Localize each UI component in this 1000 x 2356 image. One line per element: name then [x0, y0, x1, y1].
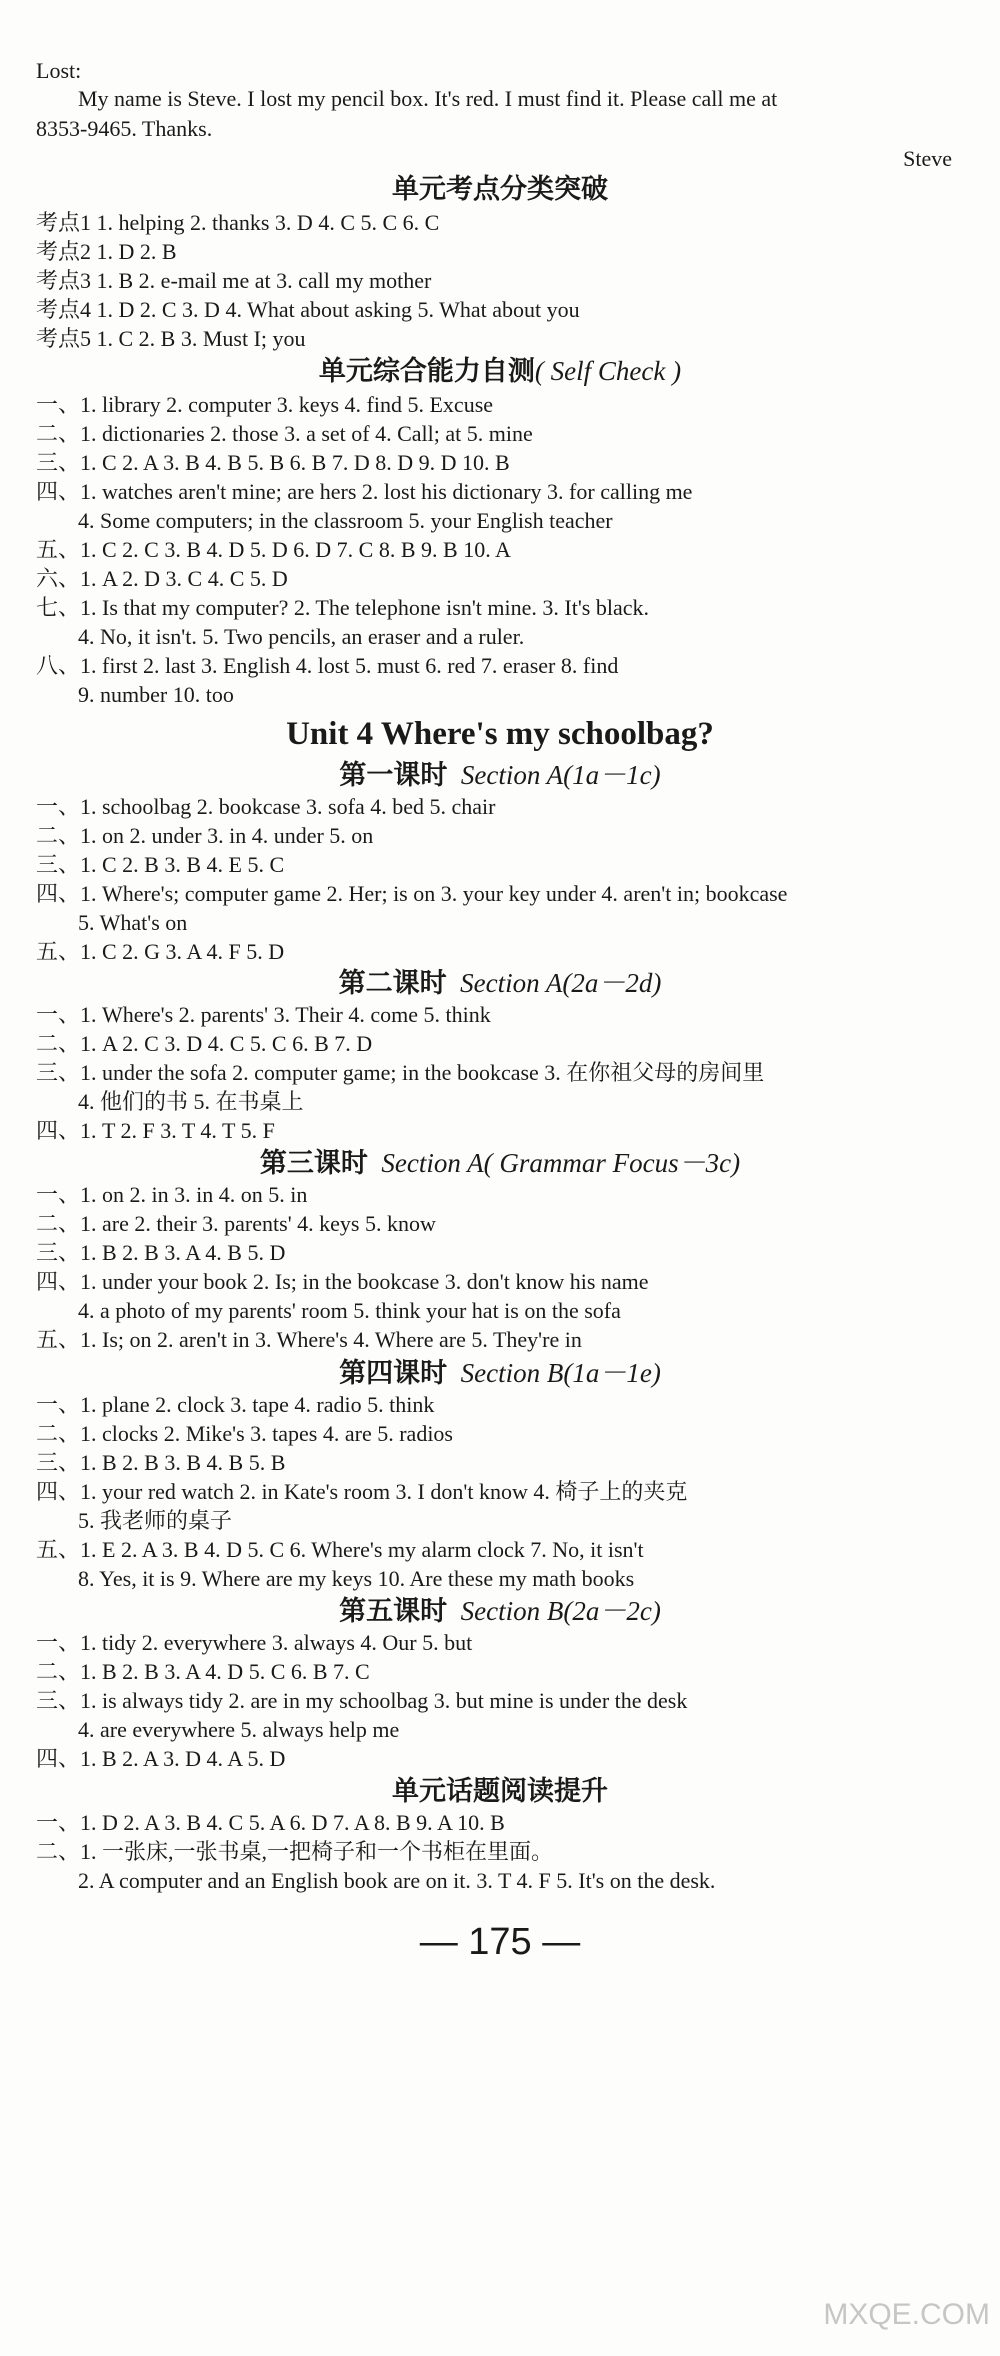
- answer-line: 5. What's on: [78, 910, 188, 935]
- lesson-section: Section A(2a－2d): [460, 968, 662, 998]
- answer-line: 4. are everywhere 5. always help me: [78, 1717, 400, 1742]
- answer-line: 一、1. D 2. A 3. B 4. C 5. A 6. D 7. A 8. B 9. A 10. B: [36, 1810, 505, 1835]
- answer-line: 二、1. 一张床,一张书桌,一把椅子和一个书柜在里面。: [36, 1839, 554, 1864]
- watermark: MXQE.COM: [823, 2298, 990, 2331]
- answer-line: 五、1. Is; on 2. aren't in 3. Where's 4. Where are 5. They're in: [36, 1327, 582, 1352]
- answer-line: 四、1. B 2. A 3. D 4. A 5. D: [36, 1746, 286, 1771]
- answer-line: 二、1. dictionaries 2. those 3. a set of 4. Call; at 5. mine: [36, 421, 533, 446]
- lesson-section: Section B(2a－2c): [460, 1596, 661, 1626]
- lesson-heading: [0, 1594, 1000, 1628]
- section-heading: 单元考点分类突破: [392, 174, 608, 204]
- section-heading: [0, 354, 1000, 388]
- answer-line: 一、1. schoolbag 2. bookcase 3. sofa 4. bed 5. chair: [36, 794, 496, 819]
- answer-line: 三、1. B 2. B 3. B 4. B 5. B: [36, 1450, 286, 1475]
- section-heading: 单元话题阅读提升: [392, 1776, 608, 1806]
- lesson-section: Section A(1a－1c): [460, 760, 661, 790]
- answer-line: 二、1. B 2. B 3. A 4. D 5. C 6. B 7. C: [36, 1659, 370, 1684]
- lesson-title: 第三课时: [259, 1148, 368, 1178]
- answer-line: 四、1. your red watch 2. in Kate's room 3. I don't know 4. 椅子上的夹克: [36, 1479, 688, 1504]
- answer-line: 七、1. Is that my computer? 2. The telephone isn't mine. 3. It's black.: [36, 595, 650, 620]
- answer-line: 三、1. C 2. A 3. B 4. B 5. B 6. B 7. D 8. D 9. D 10. B: [36, 450, 510, 475]
- lesson-title: 第五课时: [339, 1596, 448, 1626]
- answer-line: 六、1. A 2. D 3. C 4. C 5. D: [36, 566, 288, 591]
- answer-line: 四、1. under your book 2. Is; in the bookcase 3. don't know his name: [36, 1269, 649, 1294]
- answer-line: 5. 我老师的桌子: [78, 1508, 233, 1533]
- answer-line: 2. A computer and an English book are on it. 3. T 4. F 5. It's on the desk.: [78, 1868, 716, 1893]
- section-heading-cn: 单元综合能力自测: [318, 356, 535, 386]
- answer-line: 4. Some computers; in the classroom 5. your English teacher: [78, 508, 613, 533]
- answer-line: 一、1. library 2. computer 3. keys 4. find 5. Excuse: [36, 392, 494, 417]
- answer-line: 一、1. tidy 2. everywhere 3. always 4. Our 5. but: [36, 1630, 473, 1655]
- lesson-section: Section A( Grammar Focus－3c): [381, 1148, 741, 1178]
- answer-line: 二、1. clocks 2. Mike's 3. tapes 4. are 5. radios: [36, 1421, 453, 1446]
- answer-line: 八、1. first 2. last 3. English 4. lost 5. must 6. red 7. eraser 8. find: [36, 653, 619, 678]
- signature: Steve: [903, 146, 952, 171]
- answer-line: 9. number 10. too: [78, 682, 234, 707]
- answer-line: 三、1. C 2. B 3. B 4. E 5. C: [36, 852, 285, 877]
- answer-line: 4. a photo of my parents' room 5. think your hat is on the sofa: [78, 1298, 621, 1323]
- answer-line: 三、1. under the sofa 2. computer game; in the bookcase 3. 在你祖父母的房间里: [36, 1060, 765, 1085]
- section-heading-en: ( Self Check ): [534, 356, 682, 386]
- answer-line: 一、1. Where's 2. parents' 3. Their 4. come 5. think: [36, 1002, 491, 1027]
- answer-line: 二、1. are 2. their 3. parents' 4. keys 5. know: [36, 1211, 436, 1236]
- page-number: — 175 —: [419, 1921, 581, 1963]
- answer-line: 二、1. A 2. C 3. D 4. C 5. C 6. B 7. D: [36, 1031, 373, 1056]
- lesson-title: 第一课时: [339, 760, 448, 790]
- unit-title: Unit 4 Where's my schoolbag?: [286, 716, 714, 752]
- lesson-title: 第二课时: [338, 968, 447, 998]
- answer-line: 考点5 1. C 2. B 3. Must I; you: [36, 326, 306, 351]
- answer-line: 一、1. on 2. in 3. in 4. on 5. in: [36, 1182, 308, 1207]
- lesson-heading: [0, 758, 1000, 792]
- answer-line: 五、1. C 2. C 3. B 4. D 5. D 6. D 7. C 8. B 9. B 10. A: [36, 537, 511, 562]
- answer-line: 8. Yes, it is 9. Where are my keys 10. Are these my math books: [78, 1566, 635, 1591]
- answer-line: 四、1. Where's; computer game 2. Her; is on 3. your key under 4. aren't in; bookcase: [36, 881, 788, 906]
- answer-line: 4. No, it isn't. 5. Two pencils, an eraser and a ruler.: [78, 624, 525, 649]
- answer-line: 4. 他们的书 5. 在书桌上: [78, 1089, 304, 1114]
- answer-line: 三、1. B 2. B 3. A 4. B 5. D: [36, 1240, 286, 1265]
- answer-line: 考点2 1. D 2. B: [36, 239, 177, 264]
- lost-notice-line: 8353-9465. Thanks.: [36, 116, 213, 141]
- answer-line: 五、1. C 2. G 3. A 4. F 5. D: [36, 939, 285, 964]
- lesson-title: 第四课时: [339, 1358, 448, 1388]
- lesson-heading: [0, 1356, 1000, 1390]
- lost-notice-line: My name is Steve. I lost my pencil box. It's red. I must find it. Please call me at: [78, 86, 778, 111]
- answer-line: 四、1. T 2. F 3. T 4. T 5. F: [36, 1118, 275, 1143]
- answer-line: 三、1. is always tidy 2. are in my schoolbag 3. but mine is under the desk: [36, 1688, 688, 1713]
- answer-line: 一、1. plane 2. clock 3. tape 4. radio 5. think: [36, 1392, 435, 1417]
- answer-line: 四、1. watches aren't mine; are hers 2. lost his dictionary 3. for calling me: [36, 479, 693, 504]
- answer-line: 二、1. on 2. under 3. in 4. under 5. on: [36, 823, 374, 848]
- answer-line: 考点3 1. B 2. e-mail me at 3. call my mother: [36, 268, 432, 293]
- lesson-section: Section B(1a－1e): [460, 1358, 661, 1388]
- answer-line: 考点4 1. D 2. C 3. D 4. What about asking 5. What about you: [36, 297, 580, 322]
- answer-line: 五、1. E 2. A 3. B 4. D 5. C 6. Where's my alarm clock 7. No, it isn't: [36, 1537, 644, 1562]
- lesson-heading: [0, 1146, 1000, 1180]
- lesson-heading: [0, 966, 1000, 1000]
- answer-line: 考点1 1. helping 2. thanks 3. D 4. C 5. C 6. C: [36, 210, 440, 235]
- lost-label: Lost:: [36, 58, 82, 83]
